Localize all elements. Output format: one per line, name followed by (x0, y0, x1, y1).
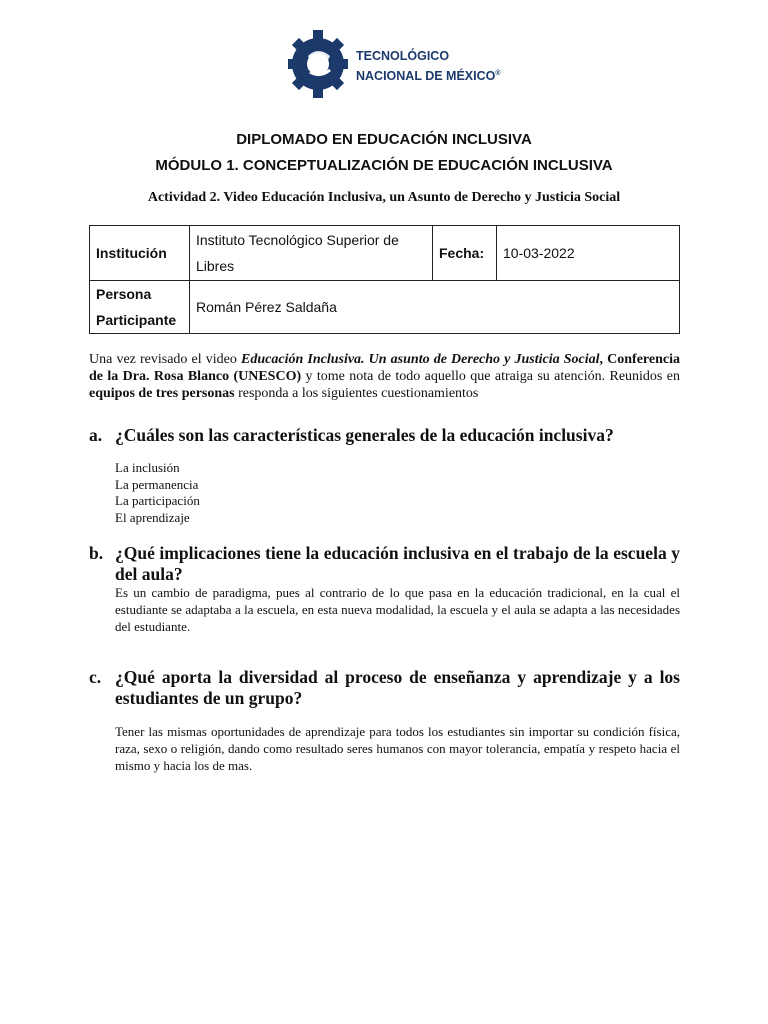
logo-line-2 (356, 65, 501, 85)
answer-b: Es un cambio de paradigma, pues al contrario de lo que pasa en la educación tradicional, en la cual el estudiante se adaptaba a la escuela, en esta nueva modalidad, la escuela y el aula se adapta a las necesidades del estudiante. (115, 585, 680, 634)
intro-paragraph (89, 351, 680, 402)
logo-line-2-text: NACIONAL DE MÉXICO (356, 69, 496, 84)
question-b (89, 543, 680, 585)
institution-value: Instituto Tecnológico Superior de Libres (190, 226, 433, 281)
registered-mark: ® (495, 70, 501, 77)
logo-wordmark (356, 48, 501, 85)
list-item: La permanencia (115, 476, 199, 492)
teams-text: equipos de tres personas (89, 386, 235, 401)
question-text: ¿Cuáles son las características generales de la educación inclusiva? (115, 425, 614, 445)
answer-c: Tener las mismas oportunidades de aprendizaje para todos los estudiantes sin importar su condición física, raza, sexo o religión, dando como resultado seres humanos con mayor tolerancia, empatía y respeto hacia el mismo y hacia los de mas. (115, 724, 680, 773)
date-label: Fecha: (433, 226, 497, 281)
question-a (89, 425, 680, 446)
intro-text-3: responda a los siguientes cuestionamientos (234, 386, 479, 401)
participant-label: Persona Participante (90, 281, 190, 334)
question-text: ¿Qué aporta la diversidad al proceso de enseñanza y aprendizaje y a los estudiantes de un grupo? (115, 667, 680, 708)
list-item: La participación (115, 493, 200, 508)
module-title: MÓDULO 1. CONCEPTUALIZACIÓN DE EDUCACIÓN INCLUSIVA (155, 157, 613, 174)
intro-text-1: Una vez revisado el video (89, 352, 242, 367)
video-title: Educación Inclusiva. Un asunto de Derecho y Justicia Social (241, 352, 600, 367)
question-text: ¿Qué implicaciones tiene la educación inclusiva en el trabajo de la escuela y del aula? (115, 543, 680, 584)
list-item: El aprendizaje (115, 509, 190, 525)
question-letter: a. (89, 425, 103, 445)
participant-value: Román Pérez Saldaña (190, 281, 680, 334)
question-c (89, 667, 680, 709)
intro-text-2: y tome nota de todo aquello que atraiga su atención. Reunidos en (301, 369, 680, 384)
gear-eagle-icon (286, 16, 350, 112)
diploma-title: DIPLOMADO EN EDUCACIÓN INCLUSIVA (236, 131, 532, 148)
intro-comma: , (599, 352, 608, 367)
activity-title: Actividad 2. Video Educación Inclusiva, un Asunto de Derecho y Justicia Social (147, 190, 621, 205)
institution-label: Institución (90, 226, 190, 281)
tecnm-logo (286, 16, 506, 112)
conference-name: Conferencia de la Dra. Rosa Blanco (UNESCO) (89, 352, 680, 384)
logo-line-1: TECNOLÓGICO (356, 49, 450, 63)
question-letter: c. (89, 667, 102, 687)
answer-a-list (115, 460, 200, 526)
info-table (89, 225, 680, 334)
date-value: 10-03-2022 (497, 226, 680, 281)
list-item: La inclusión (115, 460, 180, 475)
question-letter: b. (89, 543, 104, 563)
